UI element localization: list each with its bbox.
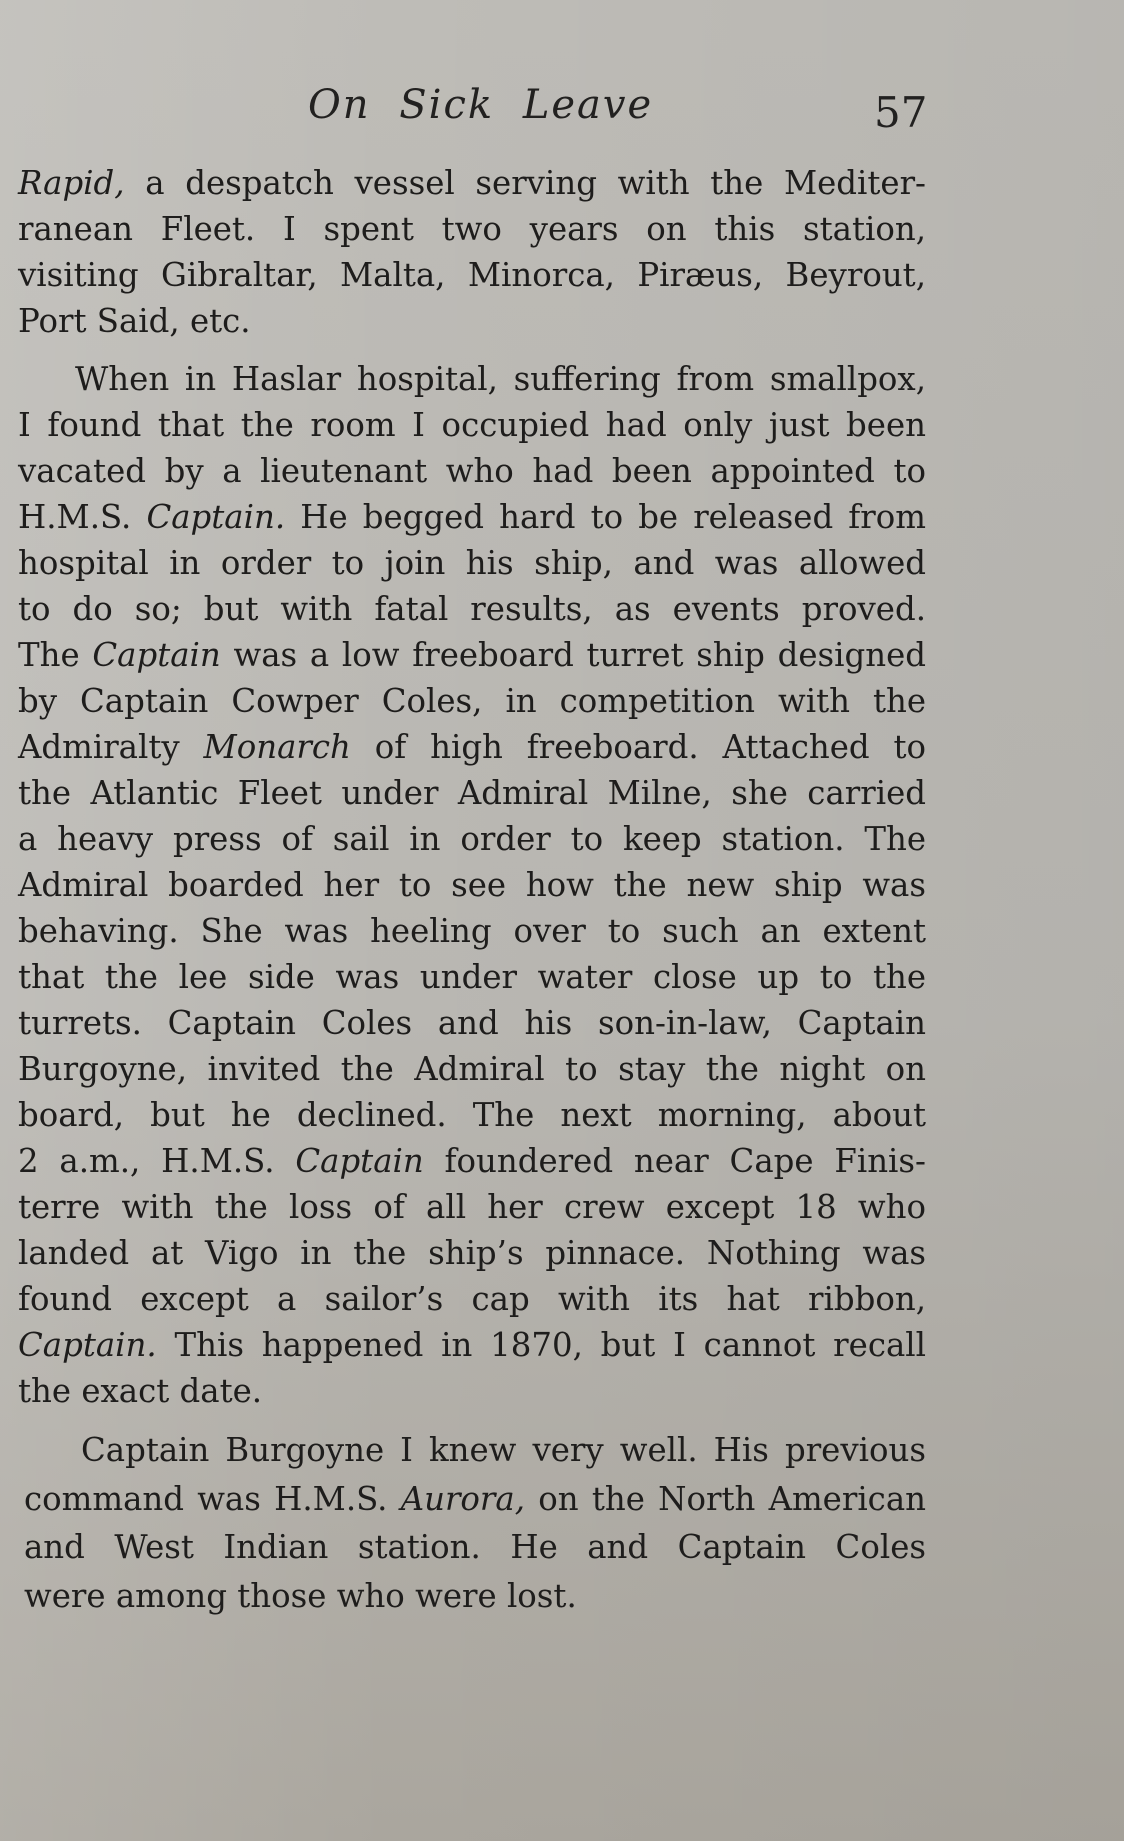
text-line: Admiralty Monarch of high freeboard. Attached to	[18, 728, 926, 766]
text-line: vacated by a lieutenant who had been appointed to	[18, 452, 926, 490]
text-line: command was H.M.S. Aurora, on the North American	[24, 1479, 926, 1518]
ship-name-italic: Rapid,	[18, 164, 125, 202]
text-line: board, but he declined. The next morning, about	[18, 1096, 926, 1134]
text-line: by Captain Cowper Coles, in competition with the	[18, 682, 926, 720]
text-line: hospital in order to join his ship, and was allowed	[18, 544, 926, 582]
text-line: 2 a.m., H.M.S. Captain foundered near Cape Finis-	[18, 1142, 926, 1180]
text-line: found except a sailor’s cap with its hat ribbon,	[18, 1280, 926, 1318]
text-line: When in Haslar hospital, suffering from smallpox,	[75, 360, 926, 398]
text-line: Rapid, a despatch vessel serving with the Mediter-	[18, 164, 926, 202]
text-line: I found that the room I occupied had only just been	[18, 406, 926, 444]
ship-name-italic: Captain	[295, 1142, 424, 1180]
ship-name-italic: Monarch	[203, 728, 351, 766]
text-line: behaving. She was heeling over to such an extent	[18, 912, 926, 950]
text-line: that the lee side was under water close up to the	[18, 958, 926, 996]
text-line: H.M.S. Captain. He begged hard to be released from	[18, 498, 926, 536]
ship-name-italic: Captain.	[146, 498, 286, 536]
text-line: terre with the loss of all her crew except 18 who	[18, 1188, 926, 1226]
text-line: a heavy press of sail in order to keep station. The	[18, 820, 926, 858]
text-line: visiting Gibraltar, Malta, Minorca, Piræus, Beyrout,	[18, 256, 926, 294]
text-line: The Captain was a low freeboard turret ship designed	[18, 636, 926, 674]
paragraph-1	[18, 160, 926, 344]
page-number: 57	[874, 88, 928, 137]
text-line: landed at Vigo in the ship’s pinnace. Nothing was	[18, 1234, 926, 1272]
text-line: the Atlantic Fleet under Admiral Milne, she carried	[18, 774, 926, 812]
text-line: Port Said, etc.	[18, 302, 251, 340]
ship-name-italic: Captain.	[18, 1326, 157, 1364]
running-head-title: On Sick Leave	[308, 82, 654, 128]
text-line: to do so; but with fatal results, as events proved.	[18, 590, 926, 628]
text-line: were among those who were lost.	[24, 1576, 577, 1615]
text-line: turrets. Captain Coles and his son-in-law, Captain	[18, 1004, 926, 1042]
ship-name-italic: Captain	[92, 636, 221, 674]
text-line: Burgoyne, invited the Admiral to stay the night on	[18, 1050, 926, 1088]
text-line: Captain. This happened in 1870, but I cannot recall	[18, 1326, 926, 1364]
text-line: Admiral boarded her to see how the new ship was	[18, 866, 926, 904]
body-text	[18, 160, 926, 1620]
paragraph-2	[18, 356, 926, 1414]
text-line: the exact date.	[18, 1372, 263, 1410]
text-line: and West Indian station. He and Captain Coles	[24, 1528, 926, 1566]
text-line: ranean Fleet. I spent two years on this station,	[18, 210, 926, 248]
paragraph-3	[18, 1426, 926, 1620]
ship-name-italic: Aurora,	[400, 1479, 526, 1518]
text-line: Captain Burgoyne I knew very well. His previous	[81, 1431, 926, 1469]
